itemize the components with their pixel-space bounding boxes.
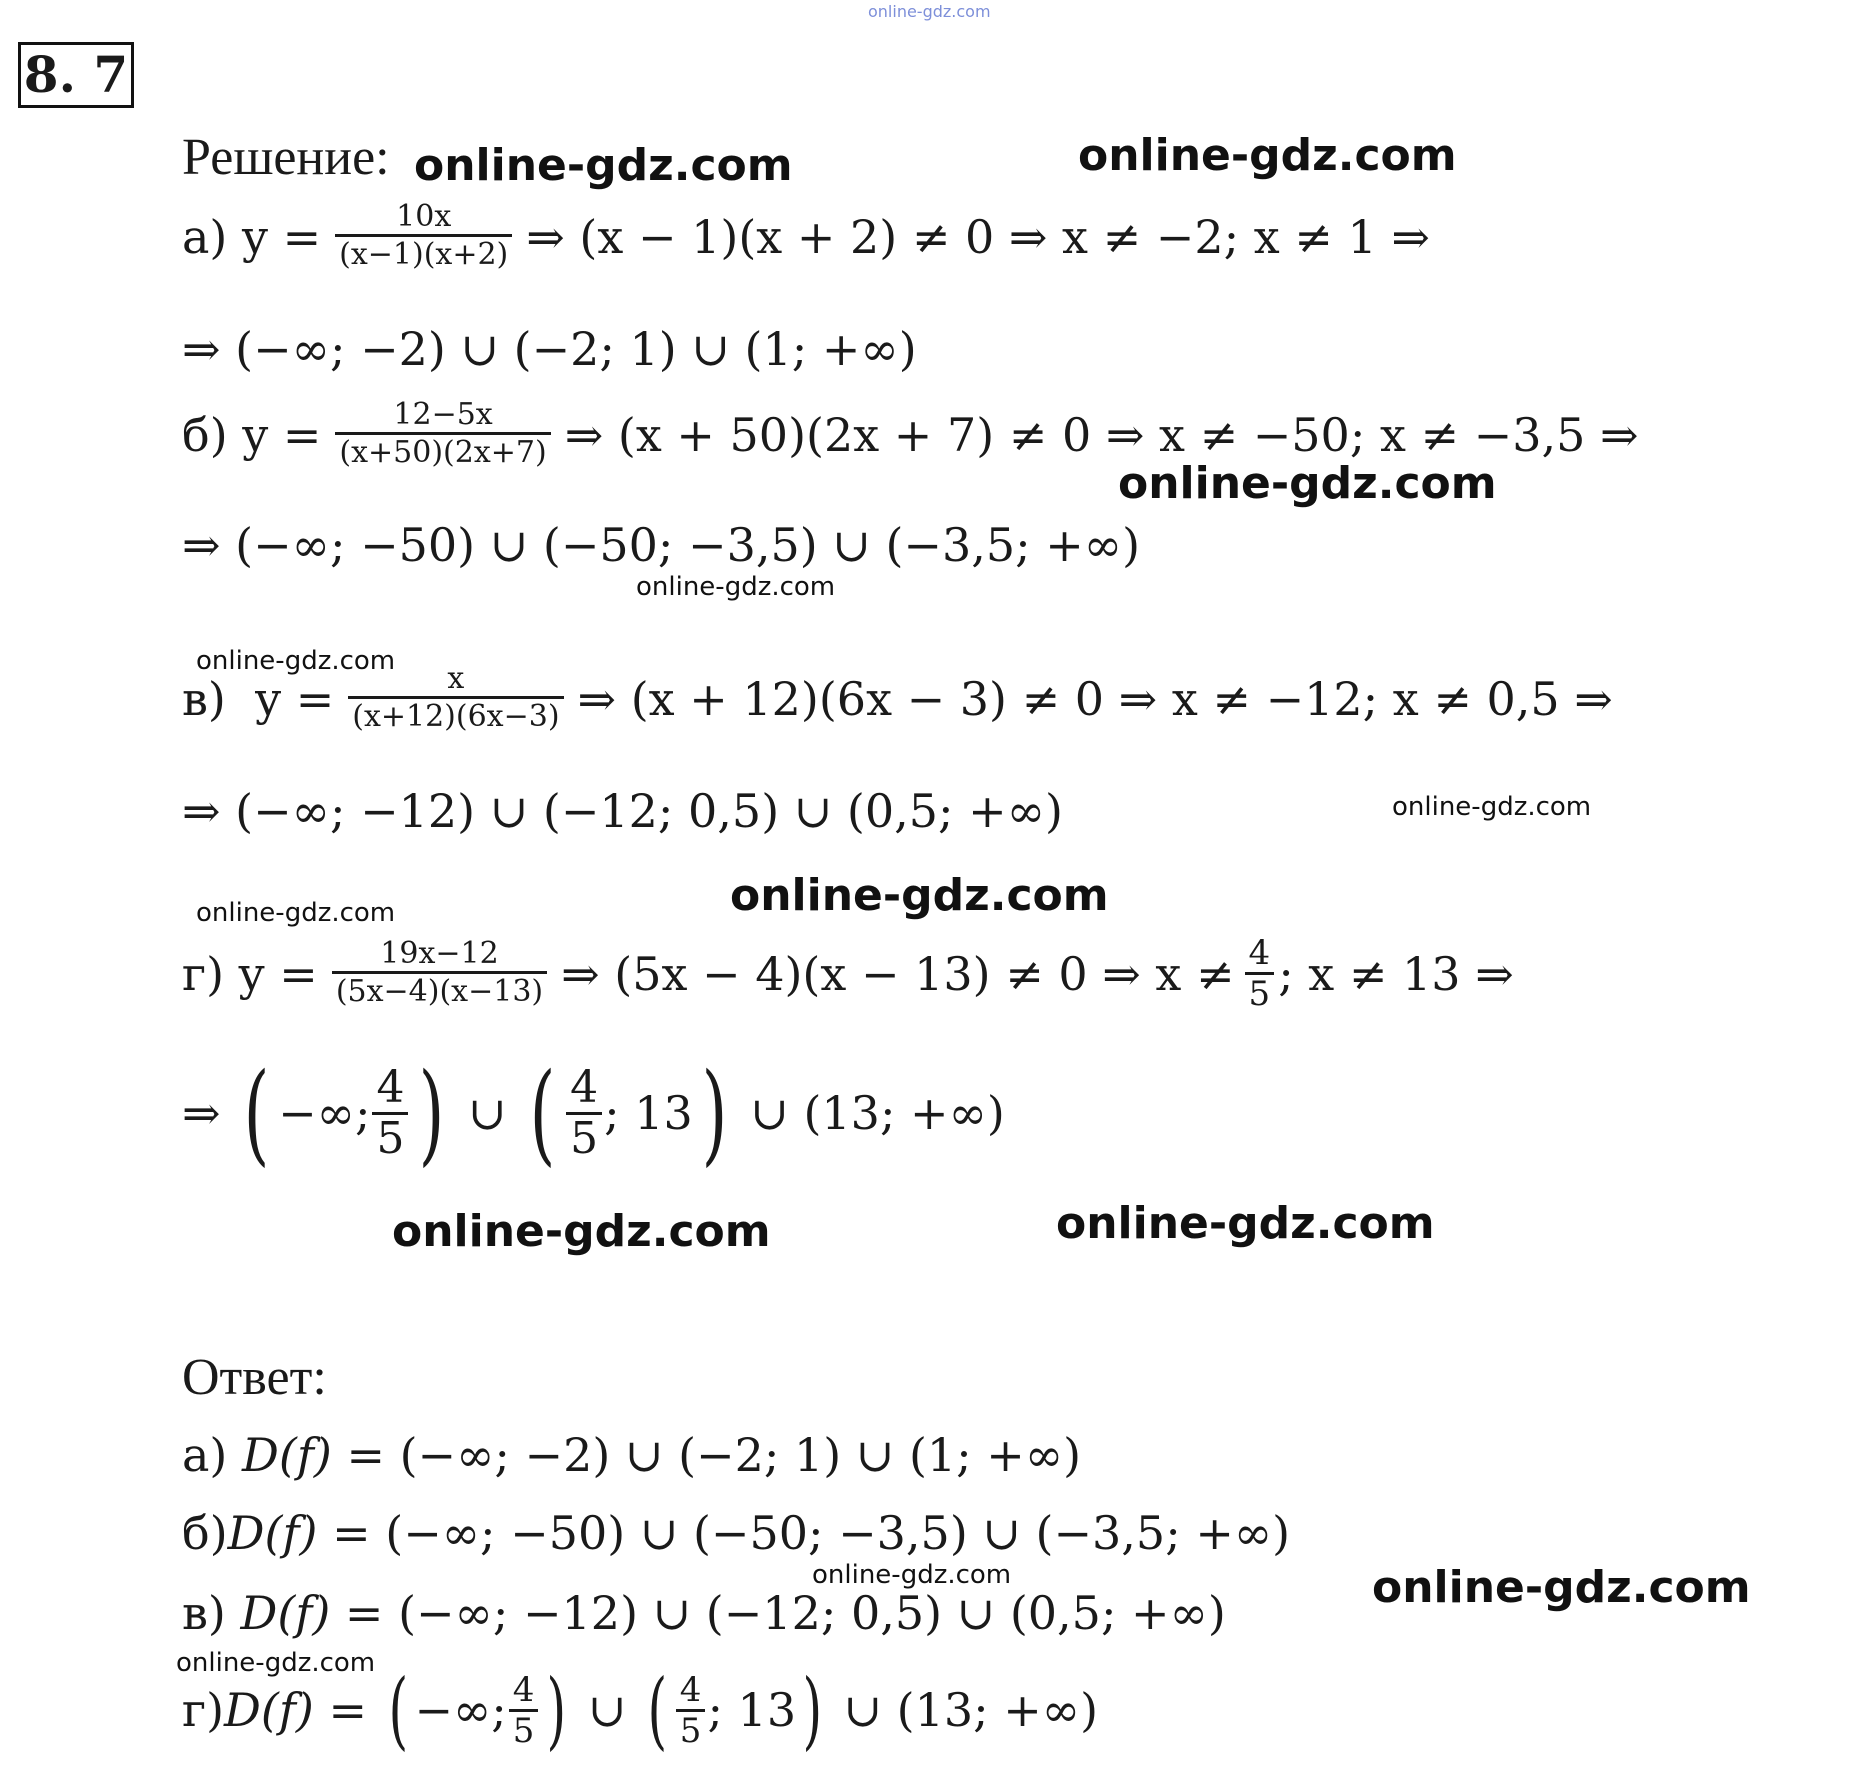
watermark-13: online-gdz.com <box>176 1648 376 1678</box>
part-g-rest2: ; x ≠ 13 ⇒ <box>1278 946 1514 1001</box>
answer-v-text: = (−∞; −12) ∪ (−12; 0,5) ∪ (0,5; +∞) <box>344 1586 1226 1640</box>
watermark-3: online-gdz.com <box>1118 458 1497 509</box>
part-g-small-fraction <box>1245 934 1275 1013</box>
part-g-small-num: 4 <box>1248 933 1271 973</box>
answer-heading: Ответ: <box>182 1349 327 1406</box>
part-v-label: в) <box>182 671 226 726</box>
part-g-label: г) <box>182 946 225 1001</box>
part-b-label: б) <box>182 407 228 462</box>
answer-a <box>182 1428 1081 1482</box>
part-g-paren-open-2: ( <box>529 1049 556 1177</box>
answer-g-frac-1 <box>509 1671 539 1750</box>
part-g-domain <box>182 1049 1005 1177</box>
part-a-rest: ⇒ (x − 1)(x + 2) ≠ 0 ⇒ x ≠ −2; x ≠ 1 ⇒ <box>526 209 1430 264</box>
part-g-paren-close-2: ) <box>701 1049 728 1177</box>
part-v-numerator: x <box>447 661 465 696</box>
part-v-denominator: (x+12)(6x−3) <box>348 696 563 735</box>
part-a-fraction <box>335 200 512 273</box>
answer-v-df: D(f) <box>240 1586 331 1640</box>
answer-b <box>182 1506 1290 1560</box>
part-a-lhs: y = <box>242 209 322 264</box>
answer-g-paren-close-2: ) <box>802 1661 823 1759</box>
part-b-fraction <box>335 398 550 471</box>
answer-v <box>182 1586 1226 1640</box>
answer-g-union1: ∪ <box>587 1683 627 1737</box>
part-g-equation <box>182 934 1514 1013</box>
answer-b-text: = (−∞; −50) ∪ (−50; −3,5) ∪ (−3,5; +∞) <box>332 1506 1291 1560</box>
answer-g-frac-2-num: 4 <box>679 1669 702 1710</box>
answer-g-b-tail: ; 13 <box>707 1683 797 1737</box>
answer-b-label: б) <box>182 1506 228 1560</box>
part-b-lhs: y = <box>242 407 322 462</box>
part-g-denominator: (5x−4)(x−13) <box>332 971 547 1010</box>
part-v-equation <box>182 662 1613 735</box>
part-g-lhs: y = <box>238 946 318 1001</box>
answer-g-frac-2-den: 5 <box>676 1709 706 1750</box>
part-g-dom-frac-2 <box>566 1061 602 1164</box>
watermark-5: online-gdz.com <box>196 646 396 676</box>
watermark-7: online-gdz.com <box>730 870 1109 921</box>
answer-v-label: в) <box>182 1586 226 1640</box>
answer-g-frac-1-num: 4 <box>512 1669 535 1710</box>
part-g-paren-open-1: ( <box>243 1049 270 1177</box>
part-b-numerator: 12−5x <box>393 397 493 432</box>
answer-g-a: −∞; <box>414 1683 507 1737</box>
part-g-dom-b-tail: ; 13 <box>604 1086 693 1140</box>
part-b-rest: ⇒ (x + 50)(2x + 7) ≠ 0 ⇒ x ≠ −50; x ≠ −3,5 ⇒ <box>564 407 1639 462</box>
part-g-dom-union1: ∪ <box>468 1086 507 1140</box>
answer-g-union2: ∪ (13; +∞) <box>843 1683 1099 1737</box>
part-g-dom-frac-2-num: 4 <box>570 1061 599 1113</box>
answer-b-df: D(f) <box>227 1506 318 1560</box>
solution-heading: Решение: <box>182 129 390 186</box>
part-a-denominator: (x−1)(x+2) <box>335 234 512 273</box>
answer-g-label: г) <box>182 1683 225 1737</box>
part-a-label: а) <box>182 209 228 264</box>
answer-g-frac-1-den: 5 <box>509 1709 539 1750</box>
watermark-top: online-gdz.com <box>868 2 991 21</box>
part-v-lhs: y = <box>255 671 335 726</box>
watermark-8: online-gdz.com <box>196 898 396 928</box>
watermark-12: online-gdz.com <box>1372 1562 1751 1613</box>
part-v-rest: ⇒ (x + 12)(6x − 3) ≠ 0 ⇒ x ≠ −12; x ≠ 0,5 ⇒ <box>577 671 1613 726</box>
part-a-numerator: 10x <box>396 199 452 234</box>
watermark-9: online-gdz.com <box>392 1206 771 1257</box>
answer-a-text: = (−∞; −2) ∪ (−2; 1) ∪ (1; +∞) <box>346 1428 1082 1482</box>
watermark-1: online-gdz.com <box>414 140 793 191</box>
part-g-dom-frac-1 <box>372 1061 408 1164</box>
answer-g-df: D(f) <box>224 1683 314 1737</box>
answer-g-paren-open-1: ( <box>388 1661 408 1759</box>
part-g-dom-union2: ∪ (13; +∞) <box>750 1086 1005 1140</box>
answer-g-paren-close-1: ) <box>546 1661 567 1759</box>
part-g-paren-close-1: ) <box>419 1049 445 1177</box>
part-b-domain: ⇒ (−∞; −50) ∪ (−50; −3,5) ∪ (−3,5; +∞) <box>182 518 1141 572</box>
watermark-4: online-gdz.com <box>636 572 836 602</box>
part-v-domain: ⇒ (−∞; −12) ∪ (−12; 0,5) ∪ (0,5; +∞) <box>182 784 1063 838</box>
part-g-rest1: ⇒ (5x − 4)(x − 13) ≠ 0 ⇒ x ≠ <box>561 946 1235 1001</box>
answer-a-label: а) <box>182 1428 228 1482</box>
part-g-dom-frac-1-den: 5 <box>372 1112 408 1163</box>
part-g-dom-arrow: ⇒ <box>182 1086 221 1140</box>
part-g-dom-frac-2-den: 5 <box>566 1112 602 1163</box>
watermark-2: online-gdz.com <box>1078 130 1457 181</box>
part-g-fraction <box>332 937 547 1010</box>
answer-g-frac-2 <box>676 1671 706 1750</box>
part-g-dom-frac-1-num: 4 <box>376 1061 405 1113</box>
answer-g-eq: = <box>328 1683 368 1737</box>
part-g-numerator: 19x−12 <box>380 936 499 971</box>
part-a-equation <box>182 200 1430 273</box>
problem-number: 8. 7 <box>18 42 134 108</box>
answer-a-df: D(f) <box>242 1428 332 1482</box>
watermark-11: online-gdz.com <box>812 1560 1012 1590</box>
answer-g-paren-open-2: ( <box>647 1661 668 1759</box>
part-b-denominator: (x+50)(2x+7) <box>335 432 550 471</box>
watermark-10: online-gdz.com <box>1056 1198 1435 1249</box>
part-g-dom-a: −∞; <box>278 1086 371 1140</box>
part-a-domain: ⇒ (−∞; −2) ∪ (−2; 1) ∪ (1; +∞) <box>182 322 917 376</box>
part-g-small-den: 5 <box>1245 972 1275 1013</box>
watermark-6: online-gdz.com <box>1392 792 1592 822</box>
